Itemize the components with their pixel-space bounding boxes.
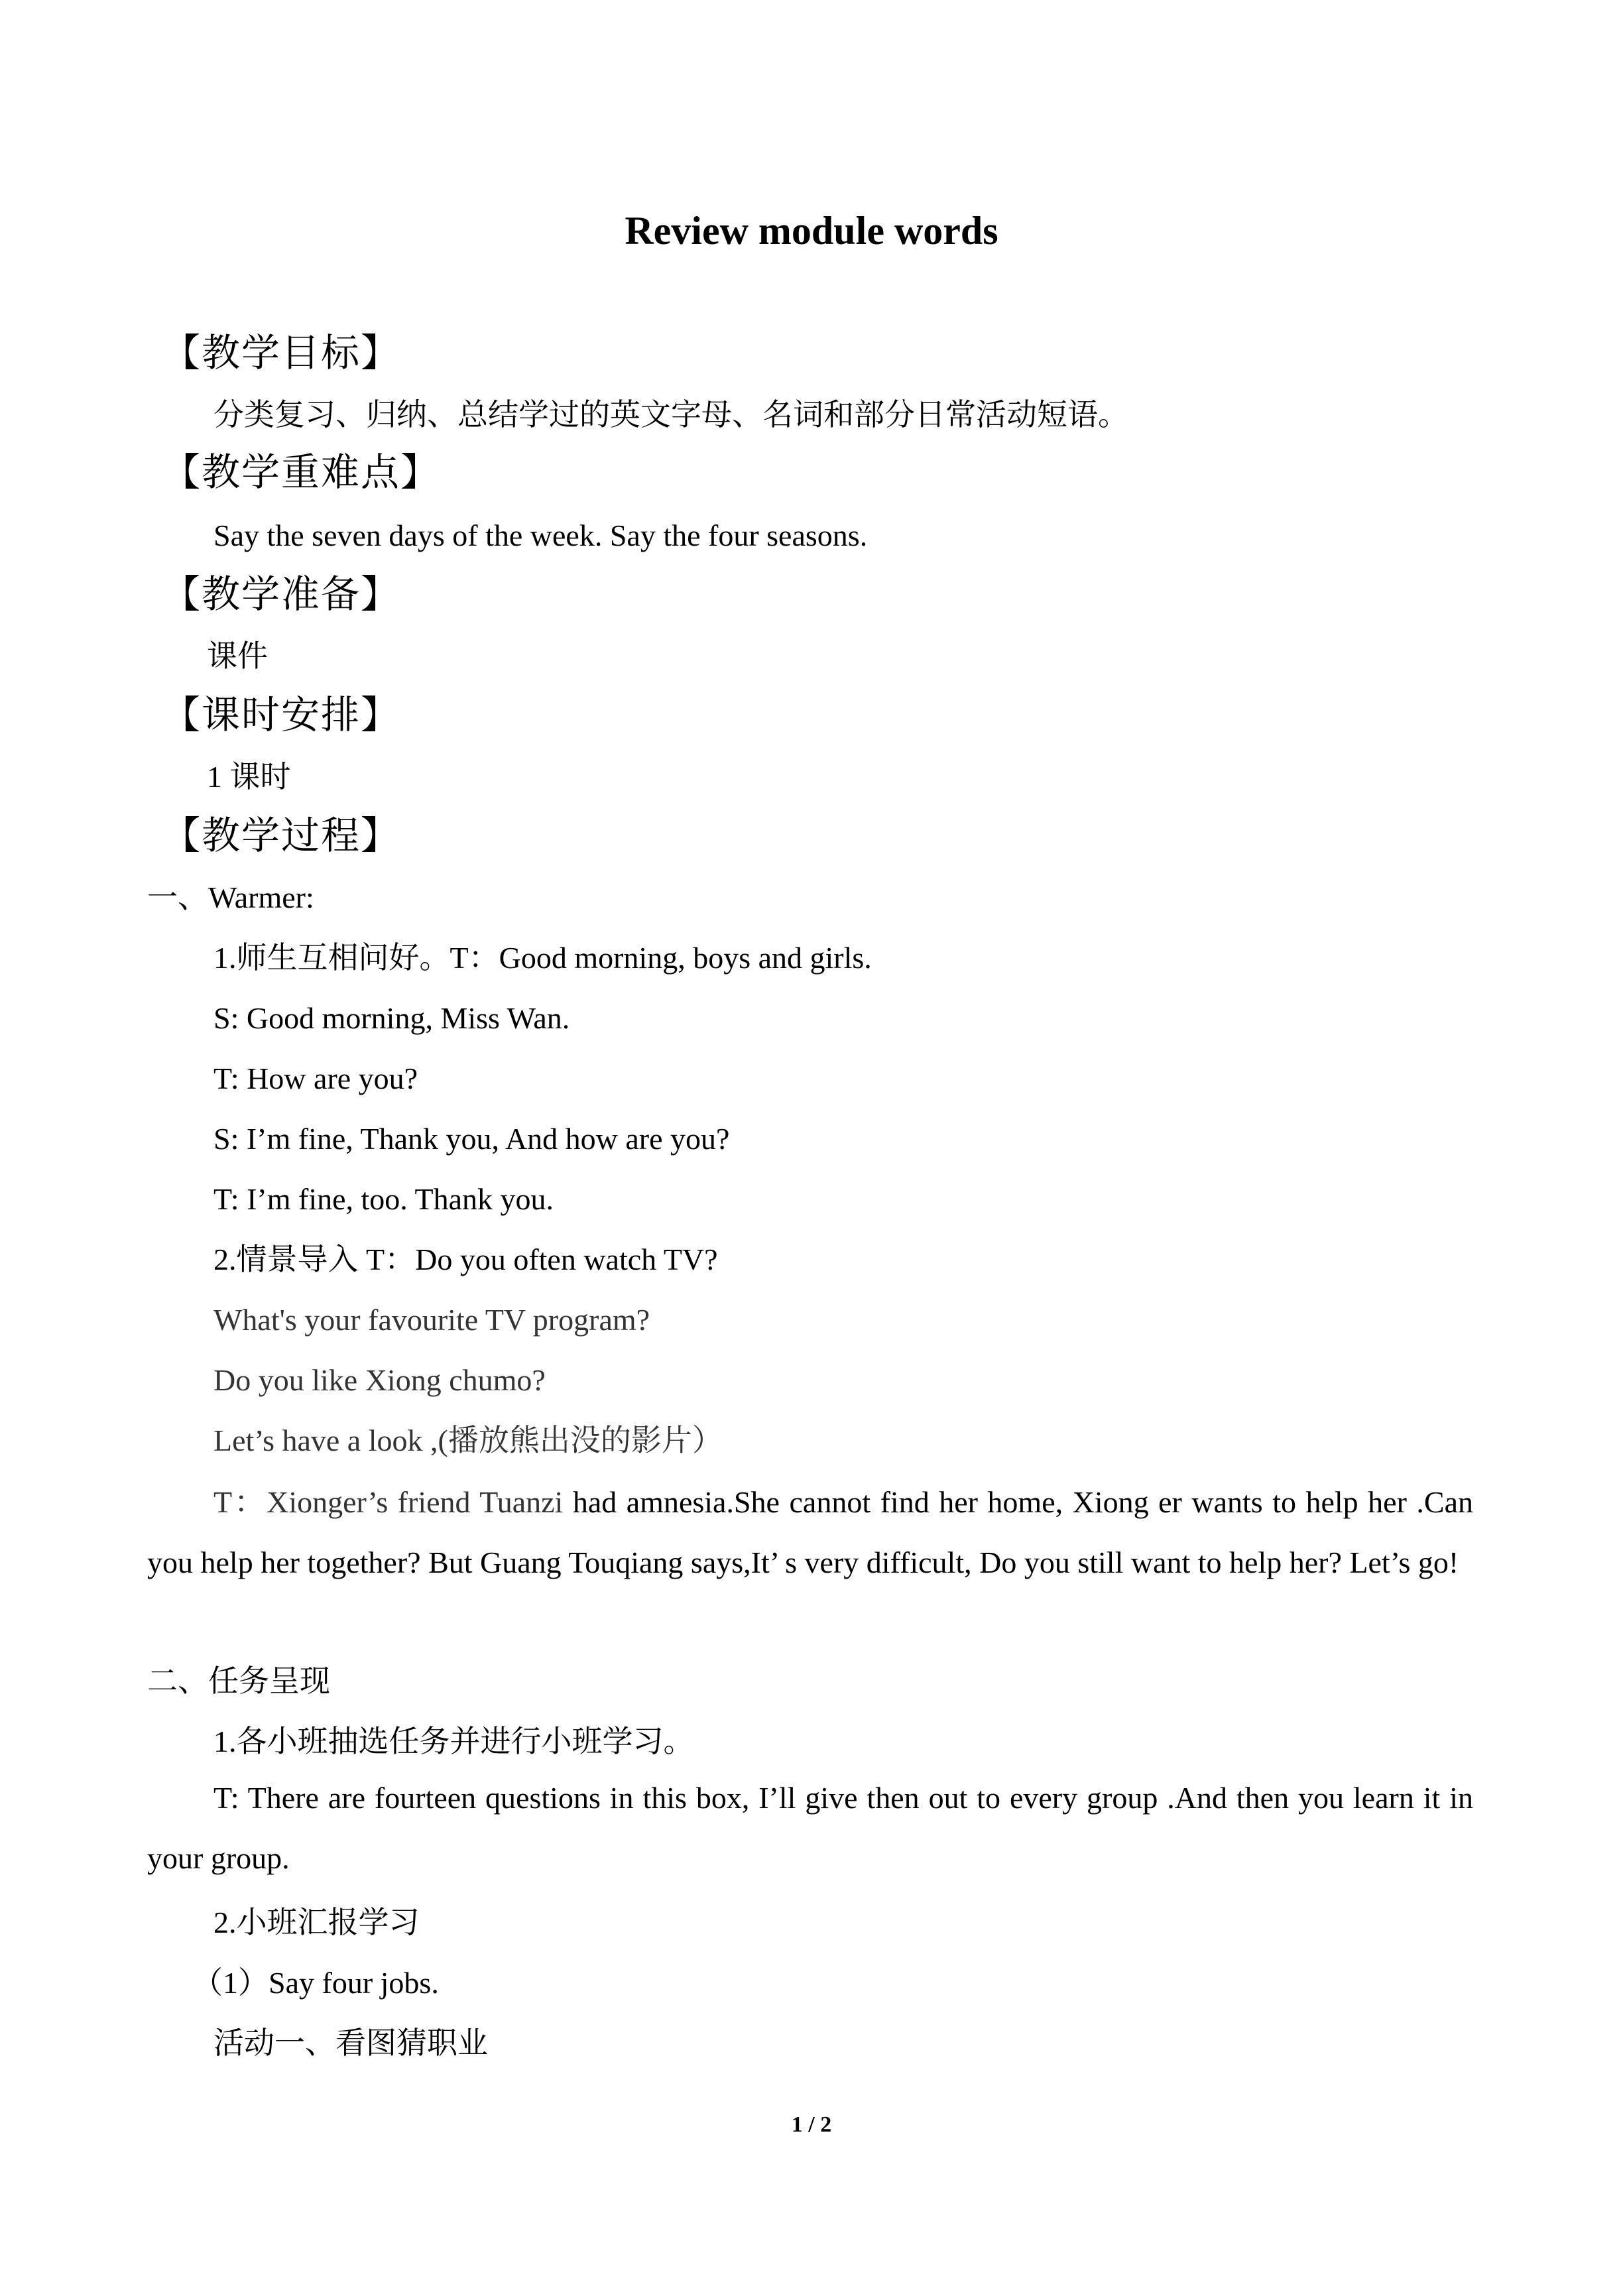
part1-story-paragraph (147, 1472, 1473, 1593)
heading-schedule: 【课时安排】 (162, 694, 401, 737)
page-number: 1 / 2 (791, 2112, 832, 2137)
part1-line-4: S: I’m fine, Thank you, And how are you? (213, 1122, 730, 1156)
part2-line-4: 活动一、看图猜职业 (213, 2026, 488, 2060)
preparation-text: 课件 (207, 639, 268, 673)
heading-objectives: 【教学目标】 (162, 332, 401, 375)
part1-title: 一、Warmer: (147, 880, 314, 914)
part1-line-5: T: I’m fine, too. Thank you. (213, 1182, 554, 1216)
heading-process: 【教学过程】 (162, 814, 401, 857)
document-title: Review module words (625, 209, 998, 253)
story-paragraph-body: had amnesia.She cannot find her home, Xiong er wants to help her .Can you help her together? But Guang Touqiang says,It’ s very difficult, Do you still want to help her? Let’s go! (147, 1485, 1474, 1579)
instruction-paragraph-text: T: There are fourteen questions in this box, I’ll give then out to every group .And then you learn it in your group. (147, 1781, 1473, 1875)
part2-line-2: 2.小班汇报学习 (213, 1905, 420, 1939)
part1-line-3: T: How are you? (213, 1061, 418, 1095)
heading-key-points: 【教学重难点】 (162, 451, 441, 494)
part2-line-1: 1.各小班抽选任务并进行小班学习。 (213, 1724, 694, 1758)
part1-line-2: S: Good morning, Miss Wan. (213, 1001, 570, 1035)
part2-instruction-paragraph (147, 1768, 1473, 1888)
key-points-text: Say the seven days of the week. Say the four seasons. (213, 518, 868, 552)
part1-line-1: 1.师生互相问好。T：Good morning, boys and girls. (213, 941, 872, 975)
story-paragraph-lead: T：Xionger’s friend Tuanzi (213, 1485, 564, 1519)
part2-title: 二、任务呈现 (147, 1664, 330, 1698)
part1-line-8: Do you like Xiong chumo? (213, 1363, 546, 1397)
part2-line-3: （1）Say four jobs. (192, 1966, 439, 2000)
heading-preparation: 【教学准备】 (162, 573, 401, 616)
objectives-text: 分类复习、归纳、总结学过的英文字母、名词和部分日常活动短语。 (213, 398, 1128, 432)
schedule-text: 1 课时 (207, 760, 291, 794)
part1-line-6: 2.情景导入 T：Do you often watch TV? (213, 1242, 718, 1276)
part1-line-7: What's your favourite TV program? (213, 1303, 650, 1337)
part1-line-9: Let’s have a look ,(播放熊出没的影片） (213, 1423, 723, 1457)
